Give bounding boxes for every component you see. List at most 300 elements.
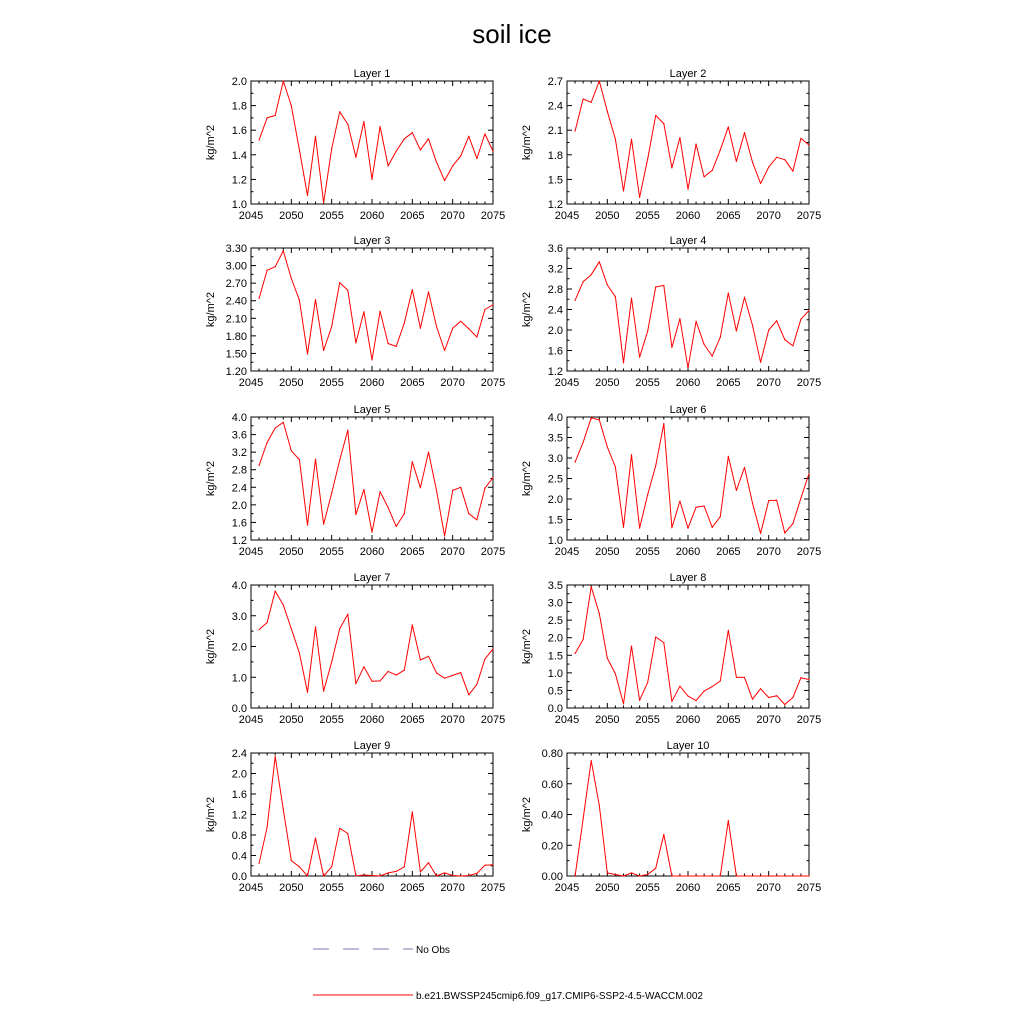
data-point — [355, 683, 356, 684]
data-point — [267, 442, 268, 443]
data-point — [720, 149, 721, 150]
panel-grid — [205, 68, 821, 894]
data-point — [323, 524, 324, 525]
panel-layer-8 — [521, 572, 821, 726]
data-point — [752, 325, 753, 326]
data-point — [607, 284, 608, 285]
data-point — [599, 805, 600, 806]
series-line — [575, 81, 809, 197]
x-tick-label: 2065 — [716, 377, 741, 389]
data-point — [784, 875, 785, 876]
data-point — [631, 646, 632, 647]
data-point — [695, 144, 696, 145]
y-tick-label: 3.0 — [547, 453, 563, 465]
data-point — [663, 642, 664, 643]
data-point — [623, 527, 624, 528]
data-point — [591, 102, 592, 103]
data-point — [792, 697, 793, 698]
data-point — [808, 144, 809, 145]
data-point — [492, 648, 493, 649]
data-point — [412, 289, 413, 290]
data-point — [388, 872, 389, 873]
data-point — [315, 837, 316, 838]
data-point — [412, 811, 413, 812]
y-axis-label: kg/m^2 — [521, 291, 533, 328]
data-point — [476, 684, 477, 685]
x-tick-label: 2070 — [756, 546, 781, 558]
legend-label-model: b.e21.BWSSP245cmip6.f09_g17.CMIP6-SSP2-4.5-WACCM.002 — [416, 991, 703, 1002]
data-point — [468, 328, 469, 329]
y-tick-label: 1.80 — [225, 330, 247, 343]
data-point — [607, 111, 608, 112]
data-point — [591, 760, 592, 761]
x-tick-label: 2060 — [359, 714, 385, 726]
data-point — [315, 459, 316, 460]
data-point — [468, 875, 469, 876]
plot-frame — [567, 417, 809, 540]
y-tick-label: 2.0 — [231, 641, 247, 654]
y-tick-label: 4.0 — [547, 412, 563, 424]
panel-title: Layer 3 — [353, 235, 391, 247]
data-point — [275, 427, 276, 428]
x-tick-label: 2065 — [400, 714, 425, 726]
y-tick-label: 1.2 — [547, 199, 563, 211]
x-tick-label: 2065 — [716, 546, 741, 558]
x-tick-label: 2050 — [279, 377, 304, 389]
data-point — [275, 591, 276, 592]
data-point — [299, 652, 300, 653]
data-point — [283, 422, 284, 423]
data-point — [476, 519, 477, 520]
data-point — [800, 498, 801, 499]
data-point — [574, 653, 575, 654]
x-tick-label: 2075 — [796, 377, 822, 389]
data-point — [291, 860, 292, 861]
data-point — [331, 866, 332, 867]
data-point — [452, 675, 453, 676]
data-point — [776, 157, 777, 158]
y-tick-label: 1.6 — [547, 345, 563, 358]
data-point — [768, 167, 769, 168]
x-tick-label: 2050 — [279, 210, 304, 222]
data-point — [492, 151, 493, 152]
data-point — [655, 286, 656, 287]
x-tick-label: 2050 — [595, 882, 620, 894]
y-tick-label: 2.40 — [225, 295, 247, 308]
x-tick-label: 2075 — [796, 714, 822, 726]
data-point — [607, 872, 608, 873]
y-axis-label: kg/m^2 — [521, 460, 533, 497]
data-point — [768, 697, 769, 698]
y-tick-label: 2.4 — [547, 304, 563, 317]
data-point — [687, 367, 688, 368]
data-point — [331, 661, 332, 662]
data-point — [460, 155, 461, 156]
x-tick-label: 2055 — [635, 546, 660, 558]
data-point — [776, 320, 777, 321]
y-tick-label: 0.0 — [231, 871, 247, 883]
panel-title: Layer 4 — [669, 235, 707, 247]
data-point — [436, 490, 437, 491]
x-tick-label: 2070 — [756, 210, 781, 222]
data-point — [323, 690, 324, 691]
data-point — [800, 138, 801, 139]
data-point — [323, 875, 324, 876]
data-point — [275, 115, 276, 116]
x-tick-label: 2050 — [279, 882, 304, 894]
x-tick-label: 2050 — [595, 210, 620, 222]
data-point — [768, 329, 769, 330]
data-point — [258, 863, 259, 864]
data-point — [695, 875, 696, 876]
x-tick-label: 2050 — [279, 714, 304, 726]
y-tick-label: 1.4 — [231, 149, 247, 162]
panel-layer-3 — [205, 235, 505, 389]
data-point — [574, 462, 575, 463]
data-point — [623, 703, 624, 704]
data-point — [607, 446, 608, 447]
data-point — [444, 678, 445, 679]
data-point — [792, 523, 793, 524]
data-point — [655, 115, 656, 116]
data-point — [792, 345, 793, 346]
data-point — [468, 513, 469, 514]
data-point — [655, 465, 656, 466]
y-tick-label: 2.0 — [547, 325, 563, 337]
series-line — [575, 761, 809, 876]
data-point — [704, 505, 705, 506]
data-point — [420, 659, 421, 660]
y-tick-label: 3.6 — [547, 243, 563, 255]
y-tick-label: 0.20 — [541, 840, 563, 853]
data-point — [591, 586, 592, 587]
data-point — [599, 261, 600, 262]
y-tick-label: 3.0 — [547, 597, 563, 610]
data-point — [695, 507, 696, 508]
x-tick-label: 2065 — [716, 210, 741, 222]
data-point — [339, 828, 340, 829]
data-point — [583, 98, 584, 99]
y-tick-label: 1.8 — [231, 100, 247, 113]
panel-title: Layer 7 — [353, 572, 391, 584]
data-point — [428, 452, 429, 453]
data-point — [492, 304, 493, 305]
data-point — [444, 535, 445, 536]
data-point — [307, 875, 308, 876]
x-tick-label: 2070 — [440, 377, 465, 389]
series-line — [259, 591, 493, 695]
x-tick-label: 2060 — [675, 546, 701, 558]
data-point — [307, 195, 308, 196]
y-tick-label: 3.2 — [231, 447, 247, 460]
data-point — [299, 300, 300, 301]
data-point — [736, 161, 737, 162]
y-tick-label: 2.0 — [231, 768, 247, 781]
data-point — [591, 417, 592, 418]
data-point — [599, 419, 600, 420]
data-point — [412, 132, 413, 133]
y-axis-label: kg/m^2 — [205, 628, 217, 665]
data-point — [679, 500, 680, 501]
y-tick-label: 2.10 — [225, 313, 247, 326]
data-point — [615, 673, 616, 674]
data-point — [452, 328, 453, 329]
series-line — [575, 418, 809, 534]
data-point — [388, 507, 389, 508]
y-tick-label: 2.0 — [231, 499, 247, 512]
panel-title: Layer 6 — [669, 404, 707, 416]
y-tick-label: 1.0 — [547, 667, 563, 680]
data-point — [695, 321, 696, 322]
data-point — [639, 528, 640, 529]
data-point — [639, 357, 640, 358]
data-point — [396, 526, 397, 527]
data-point — [347, 833, 348, 834]
data-point — [484, 133, 485, 134]
data-point — [283, 250, 284, 251]
series-line — [259, 422, 493, 536]
x-tick-label: 2070 — [756, 882, 781, 894]
data-point — [444, 872, 445, 873]
x-tick-label: 2055 — [635, 377, 660, 389]
data-point — [275, 266, 276, 267]
data-point — [720, 337, 721, 338]
plot-frame — [251, 81, 493, 204]
data-point — [720, 875, 721, 876]
data-point — [623, 362, 624, 363]
x-tick-label: 2075 — [796, 546, 822, 558]
data-point — [379, 491, 380, 492]
x-tick-label: 2045 — [554, 882, 580, 894]
panel-title: Layer 8 — [669, 572, 707, 584]
x-tick-label: 2045 — [238, 546, 264, 558]
series-line — [575, 262, 809, 368]
data-point — [712, 875, 713, 876]
data-point — [299, 459, 300, 460]
data-point — [379, 311, 380, 312]
panel-layer-6 — [521, 404, 821, 558]
y-tick-label: 0.80 — [541, 748, 563, 760]
y-tick-label: 2.70 — [225, 278, 247, 291]
data-point — [671, 167, 672, 168]
data-point — [736, 490, 737, 491]
x-tick-label: 2075 — [480, 546, 506, 558]
data-point — [307, 692, 308, 693]
data-point — [492, 864, 493, 865]
x-tick-label: 2075 — [796, 882, 822, 894]
series-line — [259, 757, 493, 876]
data-point — [760, 362, 761, 363]
data-point — [663, 423, 664, 424]
data-point — [388, 165, 389, 166]
x-tick-label: 2055 — [635, 714, 660, 726]
y-tick-label: 4.0 — [231, 412, 247, 424]
data-point — [671, 347, 672, 348]
data-point — [363, 489, 364, 490]
data-point — [728, 820, 729, 821]
y-tick-label: 4.0 — [231, 580, 247, 592]
y-axis-label: kg/m^2 — [521, 124, 533, 161]
x-tick-label: 2075 — [796, 210, 822, 222]
data-point — [428, 656, 429, 657]
data-point — [663, 834, 664, 835]
data-point — [599, 613, 600, 614]
data-point — [492, 477, 493, 478]
x-tick-label: 2050 — [595, 546, 620, 558]
panel-title: Layer 10 — [666, 740, 710, 752]
data-point — [679, 686, 680, 687]
y-tick-label: 2.4 — [231, 748, 247, 760]
y-tick-label: 2.5 — [547, 615, 563, 628]
data-point — [671, 701, 672, 702]
x-tick-label: 2060 — [675, 714, 701, 726]
data-point — [283, 604, 284, 605]
y-tick-label: 2.1 — [547, 125, 563, 138]
data-point — [671, 527, 672, 528]
data-point — [371, 875, 372, 876]
y-tick-label: 1.5 — [547, 650, 563, 663]
data-point — [655, 868, 656, 869]
panel-title: Layer 9 — [353, 740, 391, 752]
data-point — [452, 165, 453, 166]
data-point — [736, 330, 737, 331]
y-tick-label: 2.5 — [547, 473, 563, 486]
data-point — [631, 298, 632, 299]
data-point — [355, 875, 356, 876]
data-point — [784, 159, 785, 160]
x-tick-label: 2055 — [319, 714, 344, 726]
data-point — [283, 809, 284, 810]
x-tick-label: 2075 — [480, 882, 506, 894]
data-point — [752, 699, 753, 700]
data-point — [388, 671, 389, 672]
data-point — [728, 456, 729, 457]
y-axis-label: kg/m^2 — [205, 124, 217, 161]
data-point — [347, 123, 348, 124]
x-tick-label: 2065 — [400, 210, 425, 222]
data-point — [615, 139, 616, 140]
data-point — [808, 875, 809, 876]
y-tick-label: 3.5 — [547, 580, 563, 592]
data-point — [623, 190, 624, 191]
panel-layer-9 — [205, 740, 505, 894]
data-point — [396, 674, 397, 675]
y-tick-label: 1.6 — [231, 789, 247, 801]
data-point — [331, 492, 332, 493]
data-point — [428, 138, 429, 139]
panel-title: Layer 1 — [353, 68, 391, 80]
x-tick-label: 2045 — [554, 210, 580, 222]
data-point — [379, 875, 380, 876]
data-point — [476, 336, 477, 337]
data-point — [396, 346, 397, 347]
data-point — [671, 875, 672, 876]
data-point — [663, 123, 664, 124]
data-point — [396, 871, 397, 872]
data-point — [355, 342, 356, 343]
x-tick-label: 2065 — [400, 546, 425, 558]
y-tick-label: 2.4 — [231, 482, 247, 495]
y-tick-label: 0.5 — [547, 685, 563, 698]
data-point — [267, 622, 268, 623]
y-tick-label: 2.7 — [547, 76, 563, 88]
data-point — [404, 866, 405, 867]
data-point — [639, 700, 640, 701]
x-tick-label: 2060 — [675, 377, 701, 389]
y-tick-label: 1.8 — [547, 149, 563, 162]
x-tick-label: 2055 — [319, 377, 344, 389]
data-point — [574, 300, 575, 301]
data-point — [752, 875, 753, 876]
y-tick-label: 1.20 — [225, 366, 247, 378]
data-point — [728, 126, 729, 127]
data-point — [744, 875, 745, 876]
data-point — [599, 80, 600, 81]
data-point — [647, 682, 648, 683]
data-point — [655, 636, 656, 637]
data-point — [436, 672, 437, 673]
data-point — [267, 117, 268, 118]
data-point — [744, 467, 745, 468]
data-point — [404, 513, 405, 514]
x-tick-label: 2045 — [554, 377, 580, 389]
data-point — [420, 487, 421, 488]
data-point — [363, 666, 364, 667]
data-point — [371, 179, 372, 180]
data-point — [291, 278, 292, 279]
y-tick-label: 0.0 — [547, 703, 563, 715]
data-point — [639, 197, 640, 198]
data-point — [355, 157, 356, 158]
data-point — [355, 514, 356, 515]
plot-frame — [567, 248, 809, 371]
figure-title: soil ice — [472, 19, 552, 49]
data-point — [315, 299, 316, 300]
y-tick-label: 3.5 — [547, 432, 563, 445]
y-tick-label: 0.40 — [541, 809, 563, 822]
panel-layer-4 — [521, 235, 821, 389]
data-point — [776, 695, 777, 696]
data-point — [371, 531, 372, 532]
y-tick-label: 2.0 — [547, 632, 563, 645]
data-point — [420, 328, 421, 329]
data-point — [631, 872, 632, 873]
data-point — [323, 202, 324, 203]
data-point — [484, 659, 485, 660]
x-tick-label: 2070 — [440, 546, 465, 558]
data-point — [704, 691, 705, 692]
data-point — [460, 487, 461, 488]
data-point — [615, 874, 616, 875]
x-tick-label: 2070 — [440, 714, 465, 726]
x-tick-label: 2050 — [595, 714, 620, 726]
x-tick-label: 2075 — [480, 714, 506, 726]
panel-layer-5 — [205, 404, 505, 558]
y-tick-label: 3.0 — [231, 610, 247, 623]
y-tick-label: 2.8 — [547, 284, 563, 296]
series-line — [259, 81, 493, 203]
y-axis-label: kg/m^2 — [205, 796, 217, 833]
data-point — [760, 533, 761, 534]
data-point — [712, 686, 713, 687]
data-point — [331, 148, 332, 149]
y-tick-label: 0.60 — [541, 778, 563, 791]
data-point — [631, 454, 632, 455]
y-axis-label: kg/m^2 — [205, 460, 217, 497]
data-point — [695, 700, 696, 701]
y-tick-label: 1.50 — [225, 348, 247, 361]
panel-title: Layer 2 — [669, 68, 707, 80]
